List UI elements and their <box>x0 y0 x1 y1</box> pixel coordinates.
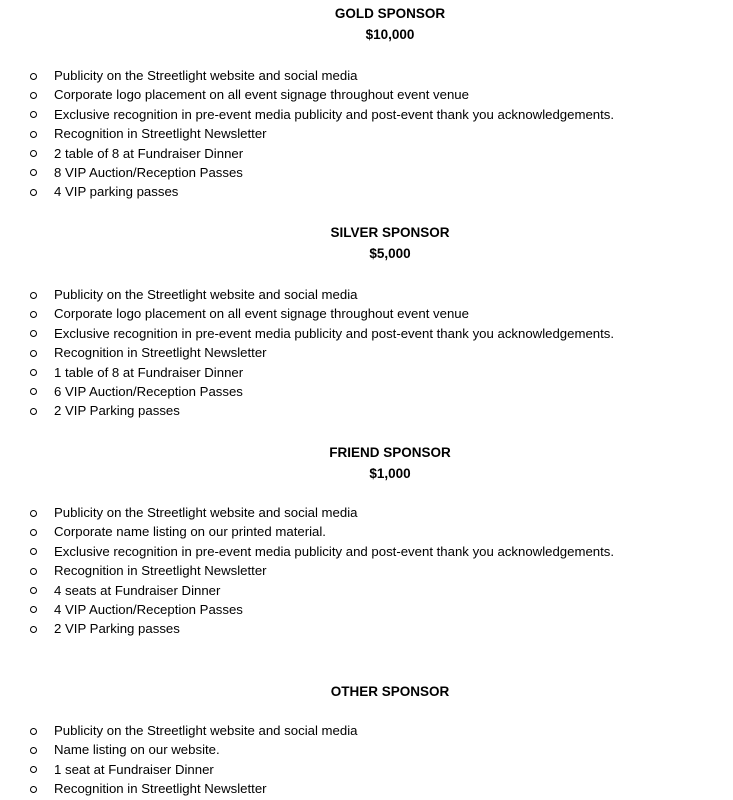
benefit-text: Corporate logo placement on all event signage throughout event venue <box>54 306 469 322</box>
benefit-text: Publicity on the Streetlight website and social media <box>54 287 358 302</box>
benefit-text: Recognition in Streetlight Newsletter <box>54 563 267 579</box>
bullet-icon <box>30 73 37 80</box>
bullet-icon <box>30 169 37 176</box>
benefit-text: 4 VIP parking passes <box>54 184 179 200</box>
benefit-text: Recognition in Streetlight Newsletter <box>54 126 267 142</box>
benefit-text: 2 table of 8 at Fundraiser Dinner <box>54 145 244 161</box>
benefit-text: 8 VIP Auction/Reception Passes <box>54 164 243 180</box>
bullet-icon <box>30 548 37 555</box>
bullet-icon <box>30 189 37 196</box>
benefit-text: 1 seat at Fundraiser Dinner <box>54 761 214 777</box>
benefit-text: 2 VIP Parking passes <box>54 403 180 419</box>
bullet-icon <box>30 606 37 613</box>
bullet-icon <box>30 111 37 118</box>
benefit-text: Corporate logo placement on all event signage throughout event venue <box>54 87 469 103</box>
bullet-icon <box>30 587 37 594</box>
benefit-text: 4 VIP Auction/Reception Passes <box>54 601 243 617</box>
bullet-icon <box>30 388 37 395</box>
benefit-text: 4 seats at Fundraiser Dinner <box>54 582 221 598</box>
benefit-text: 6 VIP Auction/Reception Passes <box>54 383 243 399</box>
benefit-text: 2 VIP Parking passes <box>54 621 180 637</box>
bullet-icon <box>30 131 37 138</box>
bullet-icon <box>30 292 37 299</box>
bullet-icon <box>30 150 37 157</box>
benefit-text: 1 table of 8 at Fundraiser Dinner <box>54 364 244 380</box>
tier-price: $10,000 <box>365 27 415 42</box>
benefit-text: Publicity on the Streetlight website and social media <box>54 68 358 83</box>
benefit-text: Publicity on the Streetlight website and social media <box>54 505 358 520</box>
bullet-icon <box>30 786 37 793</box>
bullet-icon <box>30 510 37 517</box>
bullet-icon <box>30 369 37 376</box>
bullet-icon <box>30 728 37 735</box>
bullet-icon <box>30 92 37 99</box>
bullet-icon <box>30 529 37 536</box>
tier-price: $1,000 <box>369 466 411 481</box>
benefit-text: Recognition in Streetlight Newsletter <box>54 345 267 361</box>
benefit-text: Corporate name listing on our printed material. <box>54 524 326 540</box>
bullet-icon <box>30 350 37 357</box>
benefit-text: Recognition in Streetlight Newsletter <box>54 781 267 797</box>
tier-title: FRIEND SPONSOR <box>329 445 451 460</box>
benefit-text: Name listing on our website. <box>54 742 220 758</box>
tier-title: OTHER SPONSOR <box>330 684 450 699</box>
benefit-text: Publicity on the Streetlight website and social media <box>54 723 358 738</box>
bullet-icon <box>30 568 37 575</box>
tier-price: $5,000 <box>369 246 411 261</box>
bullet-icon <box>30 766 37 773</box>
tier-title: GOLD SPONSOR <box>334 6 446 21</box>
bullet-icon <box>30 626 37 633</box>
bullet-icon <box>30 311 37 318</box>
bullet-icon <box>30 408 37 415</box>
benefit-text: Exclusive recognition in pre-event media publicity and post-event thank you acknowledgements. <box>54 106 615 122</box>
benefit-text: Exclusive recognition in pre-event media publicity and post-event thank you acknowledgements. <box>54 543 615 559</box>
benefit-text: Exclusive recognition in pre-event media publicity and post-event thank you acknowledgements. <box>54 325 615 341</box>
tier-title: SILVER SPONSOR <box>330 225 450 240</box>
bullet-icon <box>30 747 37 754</box>
bullet-icon <box>30 330 37 337</box>
